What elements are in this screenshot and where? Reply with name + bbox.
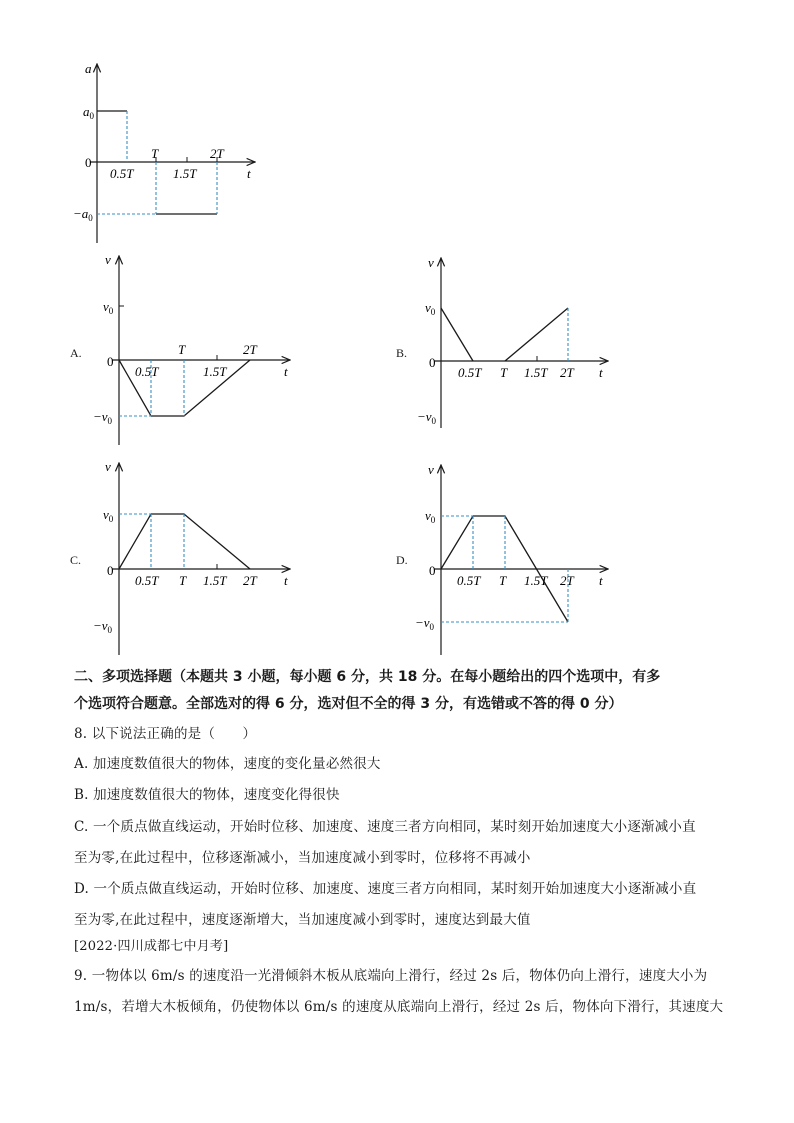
svg-text:v: v (428, 462, 434, 477)
svg-text:−v0: $-v_0$ (93, 618, 113, 635)
q9-line1: 9. 一物体以 6m/s 的速度沿一光滑倾斜木板从底端向上滑行，经过 2s 后，物体仍向上滑行，速度大小为 (74, 968, 708, 984)
q8-option-c-line2: 至为零,在此过程中，位移逐渐减小，当加速度减小到零时，位移将不再减小 (74, 850, 531, 866)
q8-option-d-line1[interactable]: D. 一个质点做直线运动，开始时位移、加速度、速度三者方向相同，某时刻开始加速度大小逐渐减小直 (74, 881, 697, 897)
svg-text:0.5T: 0.5T (135, 364, 159, 379)
svg-text:0.5T: 0.5T (135, 573, 159, 588)
svg-text:0.5T: 0.5T (457, 573, 481, 588)
svg-text:v0: $v_0$ (425, 508, 436, 525)
svg-text:t: t (599, 573, 603, 588)
svg-text:2T: 2T (560, 365, 574, 380)
svg-text:t: t (284, 364, 288, 379)
svg-text:0: 0 (429, 563, 436, 578)
svg-text:v0: $v_0$ (103, 299, 114, 316)
q8-option-b[interactable]: B. 加速度数值很大的物体，速度变化得很快 (74, 787, 340, 803)
svg-text:2T: 2T (243, 342, 257, 357)
svg-text:T: T (178, 342, 186, 357)
option-d-label[interactable]: D. (396, 553, 408, 567)
svg-text:0: 0 (107, 563, 114, 578)
tick-1.5T: 1.5T (173, 166, 197, 181)
svg-text:v: v (105, 252, 111, 267)
option-b-label[interactable]: B. (396, 346, 408, 360)
tick-2T: 2T (210, 146, 224, 161)
option-c-label[interactable]: C. (70, 553, 82, 567)
svg-text:T: T (179, 573, 187, 588)
origin-label: 0 (85, 155, 92, 170)
svg-text:v: v (105, 459, 111, 474)
svg-text:1.5T: 1.5T (203, 364, 227, 379)
svg-text:0: 0 (429, 355, 436, 370)
svg-text:v: v (428, 255, 434, 270)
svg-text:1.5T: 1.5T (524, 365, 548, 380)
q8-option-d-line2: 至为零,在此过程中，速度逐渐增大，当加速度减小到零时，速度达到最大值 (74, 912, 531, 928)
svg-text:v0: $v_0$ (103, 507, 114, 524)
option-c-graph[interactable] (93, 459, 290, 655)
svg-text:−v0: $-v_0$ (415, 615, 435, 632)
svg-text:T: T (499, 573, 507, 588)
option-b-graph[interactable] (417, 255, 608, 428)
q8-stem: 8. 以下说法正确的是（ ） (74, 726, 257, 742)
svg-text:2T: 2T (243, 573, 257, 588)
svg-text:0.5T: 0.5T (458, 365, 482, 380)
svg-text:0: 0 (107, 354, 114, 369)
option-d-graph[interactable] (415, 462, 608, 655)
y-axis-label: a (85, 61, 92, 76)
option-a-graph[interactable] (93, 252, 290, 445)
svg-text:1.5T: 1.5T (203, 573, 227, 588)
svg-text:−v0: $-v_0$ (93, 409, 113, 426)
q9-line2: 1m/s，若增大木板倾角，仍使物体以 6m/s 的速度从底端向上滑行，经过 2s 后，物体向下滑行，其速度大 (74, 999, 724, 1015)
svg-text:v0: $v_0$ (425, 300, 436, 317)
q8-option-c-line1[interactable]: C. 一个质点做直线运动，开始时位移、加速度、速度三者方向相同，某时刻开始加速度大小逐渐减小直 (74, 819, 696, 835)
svg-text:1.5T: 1.5T (524, 573, 548, 588)
source-note: [2022·四川成都七中月考] (74, 939, 229, 954)
tick-T: T (151, 146, 159, 161)
svg-text:−v0: $-v_0$ (417, 409, 437, 426)
svg-text:t: t (599, 365, 603, 380)
section-heading-line1: 二、多项选择题（本题共 3 小题，每小题 6 分，共 18 分。在每小题给出的四个选项中，有多 (74, 669, 661, 685)
svg-text:T: T (500, 365, 508, 380)
option-a-label[interactable]: A. (70, 346, 82, 360)
a0-label: $a_0$ (83, 104, 94, 121)
q8-option-a[interactable]: A. 加速度数值很大的物体，速度的变化量必然很大 (74, 756, 381, 772)
velocity-curve-b (441, 308, 473, 361)
x-axis-label: t (247, 166, 251, 181)
svg-text:t: t (284, 573, 288, 588)
section-heading-line2: 个选项符合题意。全部选对的得 6 分，选对但不全的得 3 分，有选错或不答的得 0 分） (74, 696, 623, 712)
neg-a0-label: $-a_0$ (73, 206, 93, 223)
tick-0.5T: 0.5T (110, 166, 134, 181)
svg-text:2T: 2T (560, 573, 574, 588)
